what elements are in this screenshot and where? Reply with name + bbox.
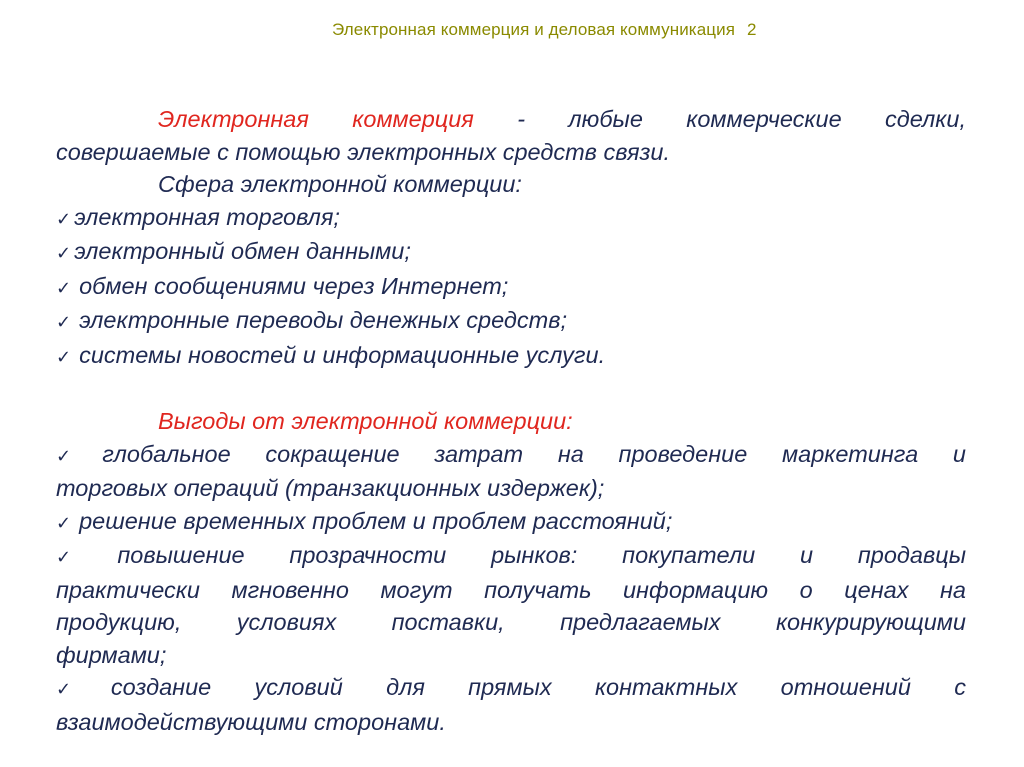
list-item: ✓ электронный обмен данными; bbox=[56, 238, 411, 264]
benefit-item-3-line-1: ✓ повышение прозрачности рынков: покупатели и продавцы bbox=[56, 542, 966, 568]
benefit-item-4-line-1: ✓ создание условий для прямых контактных отношений с bbox=[56, 674, 966, 700]
page-number: 2 bbox=[747, 20, 757, 39]
benefit-item-3-line-4: фирмами; bbox=[56, 641, 167, 668]
definition-line-2: совершаемые с помощью электронных средств связи. bbox=[56, 138, 671, 165]
check-icon: ✓ bbox=[56, 243, 72, 263]
list-item: ✓ электронная торговля; bbox=[56, 203, 340, 230]
definition-term: Электронная коммерция bbox=[158, 106, 474, 132]
list-item: ✓ системы новостей и информационные услуги. bbox=[56, 341, 606, 368]
benefit-item-2: ✓ решение временных проблем и проблем расстояний; bbox=[56, 507, 673, 534]
slide-header-title: Электронная коммерция и деловая коммуникация bbox=[332, 20, 735, 39]
spacer bbox=[56, 373, 966, 405]
slide-body bbox=[56, 103, 966, 738]
check-icon: ✓ bbox=[56, 679, 108, 699]
list-item: ✓ электронные переводы денежных средств; bbox=[56, 307, 567, 333]
benefit-item-4-line-2: взаимодействующими сторонами. bbox=[56, 708, 446, 735]
benefit-item-1-line-1: ✓ глобальное сокращение затрат на проведение маркетинга и bbox=[56, 440, 966, 467]
slide-header bbox=[332, 20, 992, 40]
check-icon: ✓ bbox=[56, 208, 72, 229]
check-icon: ✓ bbox=[56, 312, 72, 332]
check-icon: ✓ bbox=[56, 445, 100, 466]
benefit-item-3-line-3: продукцию, условиях поставки, предлагаемых конкурирующими bbox=[56, 609, 966, 635]
definition-rest: - любые коммерческие сделки, bbox=[517, 106, 966, 132]
scope-heading: Сфера электронной коммерции: bbox=[158, 171, 522, 197]
list-item: ✓ обмен сообщениями через Интернет; bbox=[56, 272, 509, 299]
benefit-item-3-line-2: практически мгновенно могут получать информацию о ценах на bbox=[56, 576, 966, 603]
check-icon: ✓ bbox=[56, 277, 72, 298]
check-icon: ✓ bbox=[56, 512, 72, 533]
definition-line-1 bbox=[56, 103, 966, 136]
check-icon: ✓ bbox=[56, 547, 110, 567]
benefit-item-1-line-2: торговых операций (транзакционных издержек); bbox=[56, 475, 605, 501]
check-icon: ✓ bbox=[56, 346, 72, 367]
benefits-heading: Выгоды от электронной коммерции: bbox=[158, 408, 573, 434]
